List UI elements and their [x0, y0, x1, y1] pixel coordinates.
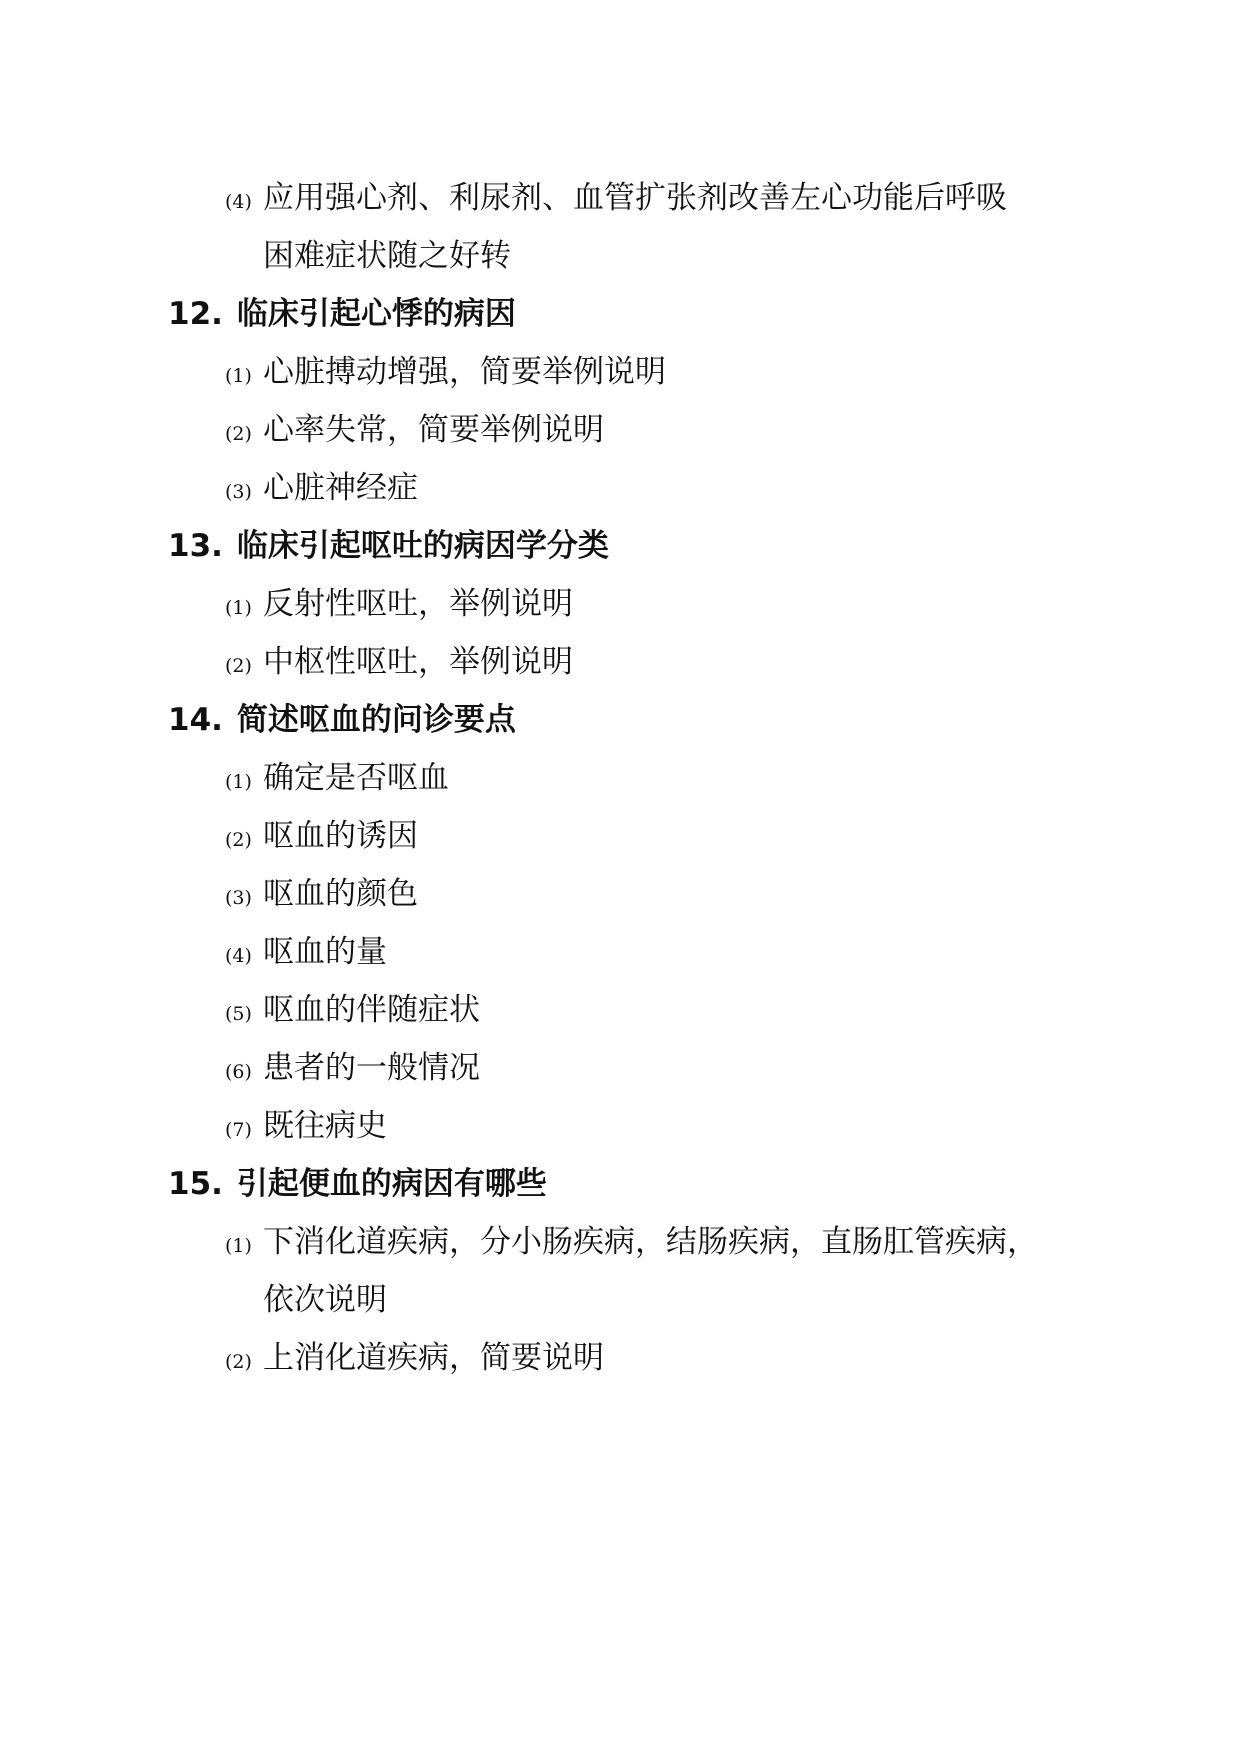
- item-marker: (3): [225, 887, 252, 909]
- list-item: [225, 410, 604, 450]
- list-item: [225, 1222, 1038, 1262]
- item-marker: (2): [225, 829, 252, 851]
- item-text: 确定是否呕血: [263, 760, 449, 796]
- item-marker: (2): [225, 423, 252, 445]
- list-item: [225, 584, 573, 624]
- item-marker: (6): [225, 1061, 252, 1083]
- item-text: 下消化道疾病，分小肠疾病，结肠疾病，直肠肛管疾病，: [263, 1224, 1038, 1260]
- item-text: 呕血的颜色: [263, 876, 418, 912]
- list-item-continuation: 依次说明: [263, 1282, 387, 1318]
- list-item: [225, 874, 418, 914]
- section-heading: [168, 1164, 547, 1204]
- section-number: 13.: [168, 528, 223, 564]
- section-title: 临床引起心悸的病因: [236, 296, 516, 332]
- section-number: 14.: [168, 702, 223, 738]
- item-text: 患者的一般情况: [263, 1050, 480, 1086]
- list-item: [225, 990, 480, 1030]
- list-item: [225, 352, 666, 392]
- list-item-continuation: 困难症状随之好转: [263, 238, 511, 274]
- item-marker: (1): [225, 365, 252, 387]
- section-number: 12.: [168, 296, 223, 332]
- list-item: [225, 758, 449, 798]
- item-marker: (1): [225, 597, 252, 619]
- section-heading: [168, 294, 516, 334]
- section-title: 引起便血的病因有哪些: [236, 1166, 547, 1202]
- list-item: [225, 642, 573, 682]
- item-text: 呕血的诱因: [263, 818, 418, 854]
- item-text: 心率失常，简要举例说明: [263, 412, 604, 448]
- item-marker: (1): [225, 771, 252, 793]
- item-text: 心脏神经症: [263, 470, 418, 506]
- item-text: 既往病史: [263, 1108, 387, 1144]
- item-text: 上消化道疾病，简要说明: [263, 1340, 604, 1376]
- section-heading: [168, 700, 516, 740]
- item-text: 心脏搏动增强，简要举例说明: [263, 354, 666, 390]
- list-item: [225, 1048, 480, 1088]
- section-title: 临床引起呕吐的病因学分类: [236, 528, 609, 564]
- item-marker: (1): [225, 1235, 252, 1257]
- item-text: 应用强心剂、利尿剂、血管扩张剂改善左心功能后呼吸: [263, 180, 1007, 216]
- list-item: [225, 932, 387, 972]
- list-item: [225, 178, 1007, 218]
- section-heading: [168, 526, 609, 566]
- list-item: [225, 1106, 387, 1146]
- item-marker: (2): [225, 655, 252, 677]
- section-number: 15.: [168, 1166, 223, 1202]
- item-text: 中枢性呕吐，举例说明: [263, 644, 573, 680]
- item-marker: (4): [225, 191, 252, 213]
- list-item: [225, 1338, 604, 1378]
- item-marker: (5): [225, 1003, 252, 1025]
- item-text: 呕血的伴随症状: [263, 992, 480, 1028]
- item-marker: (3): [225, 481, 252, 503]
- item-marker: (7): [225, 1119, 252, 1141]
- list-item: [225, 816, 418, 856]
- list-item: [225, 468, 418, 508]
- section-title: 简述呕血的问诊要点: [236, 702, 516, 738]
- item-text: 反射性呕吐，举例说明: [263, 586, 573, 622]
- item-marker: (4): [225, 945, 252, 967]
- item-marker: (2): [225, 1351, 252, 1373]
- item-text: 呕血的量: [263, 934, 387, 970]
